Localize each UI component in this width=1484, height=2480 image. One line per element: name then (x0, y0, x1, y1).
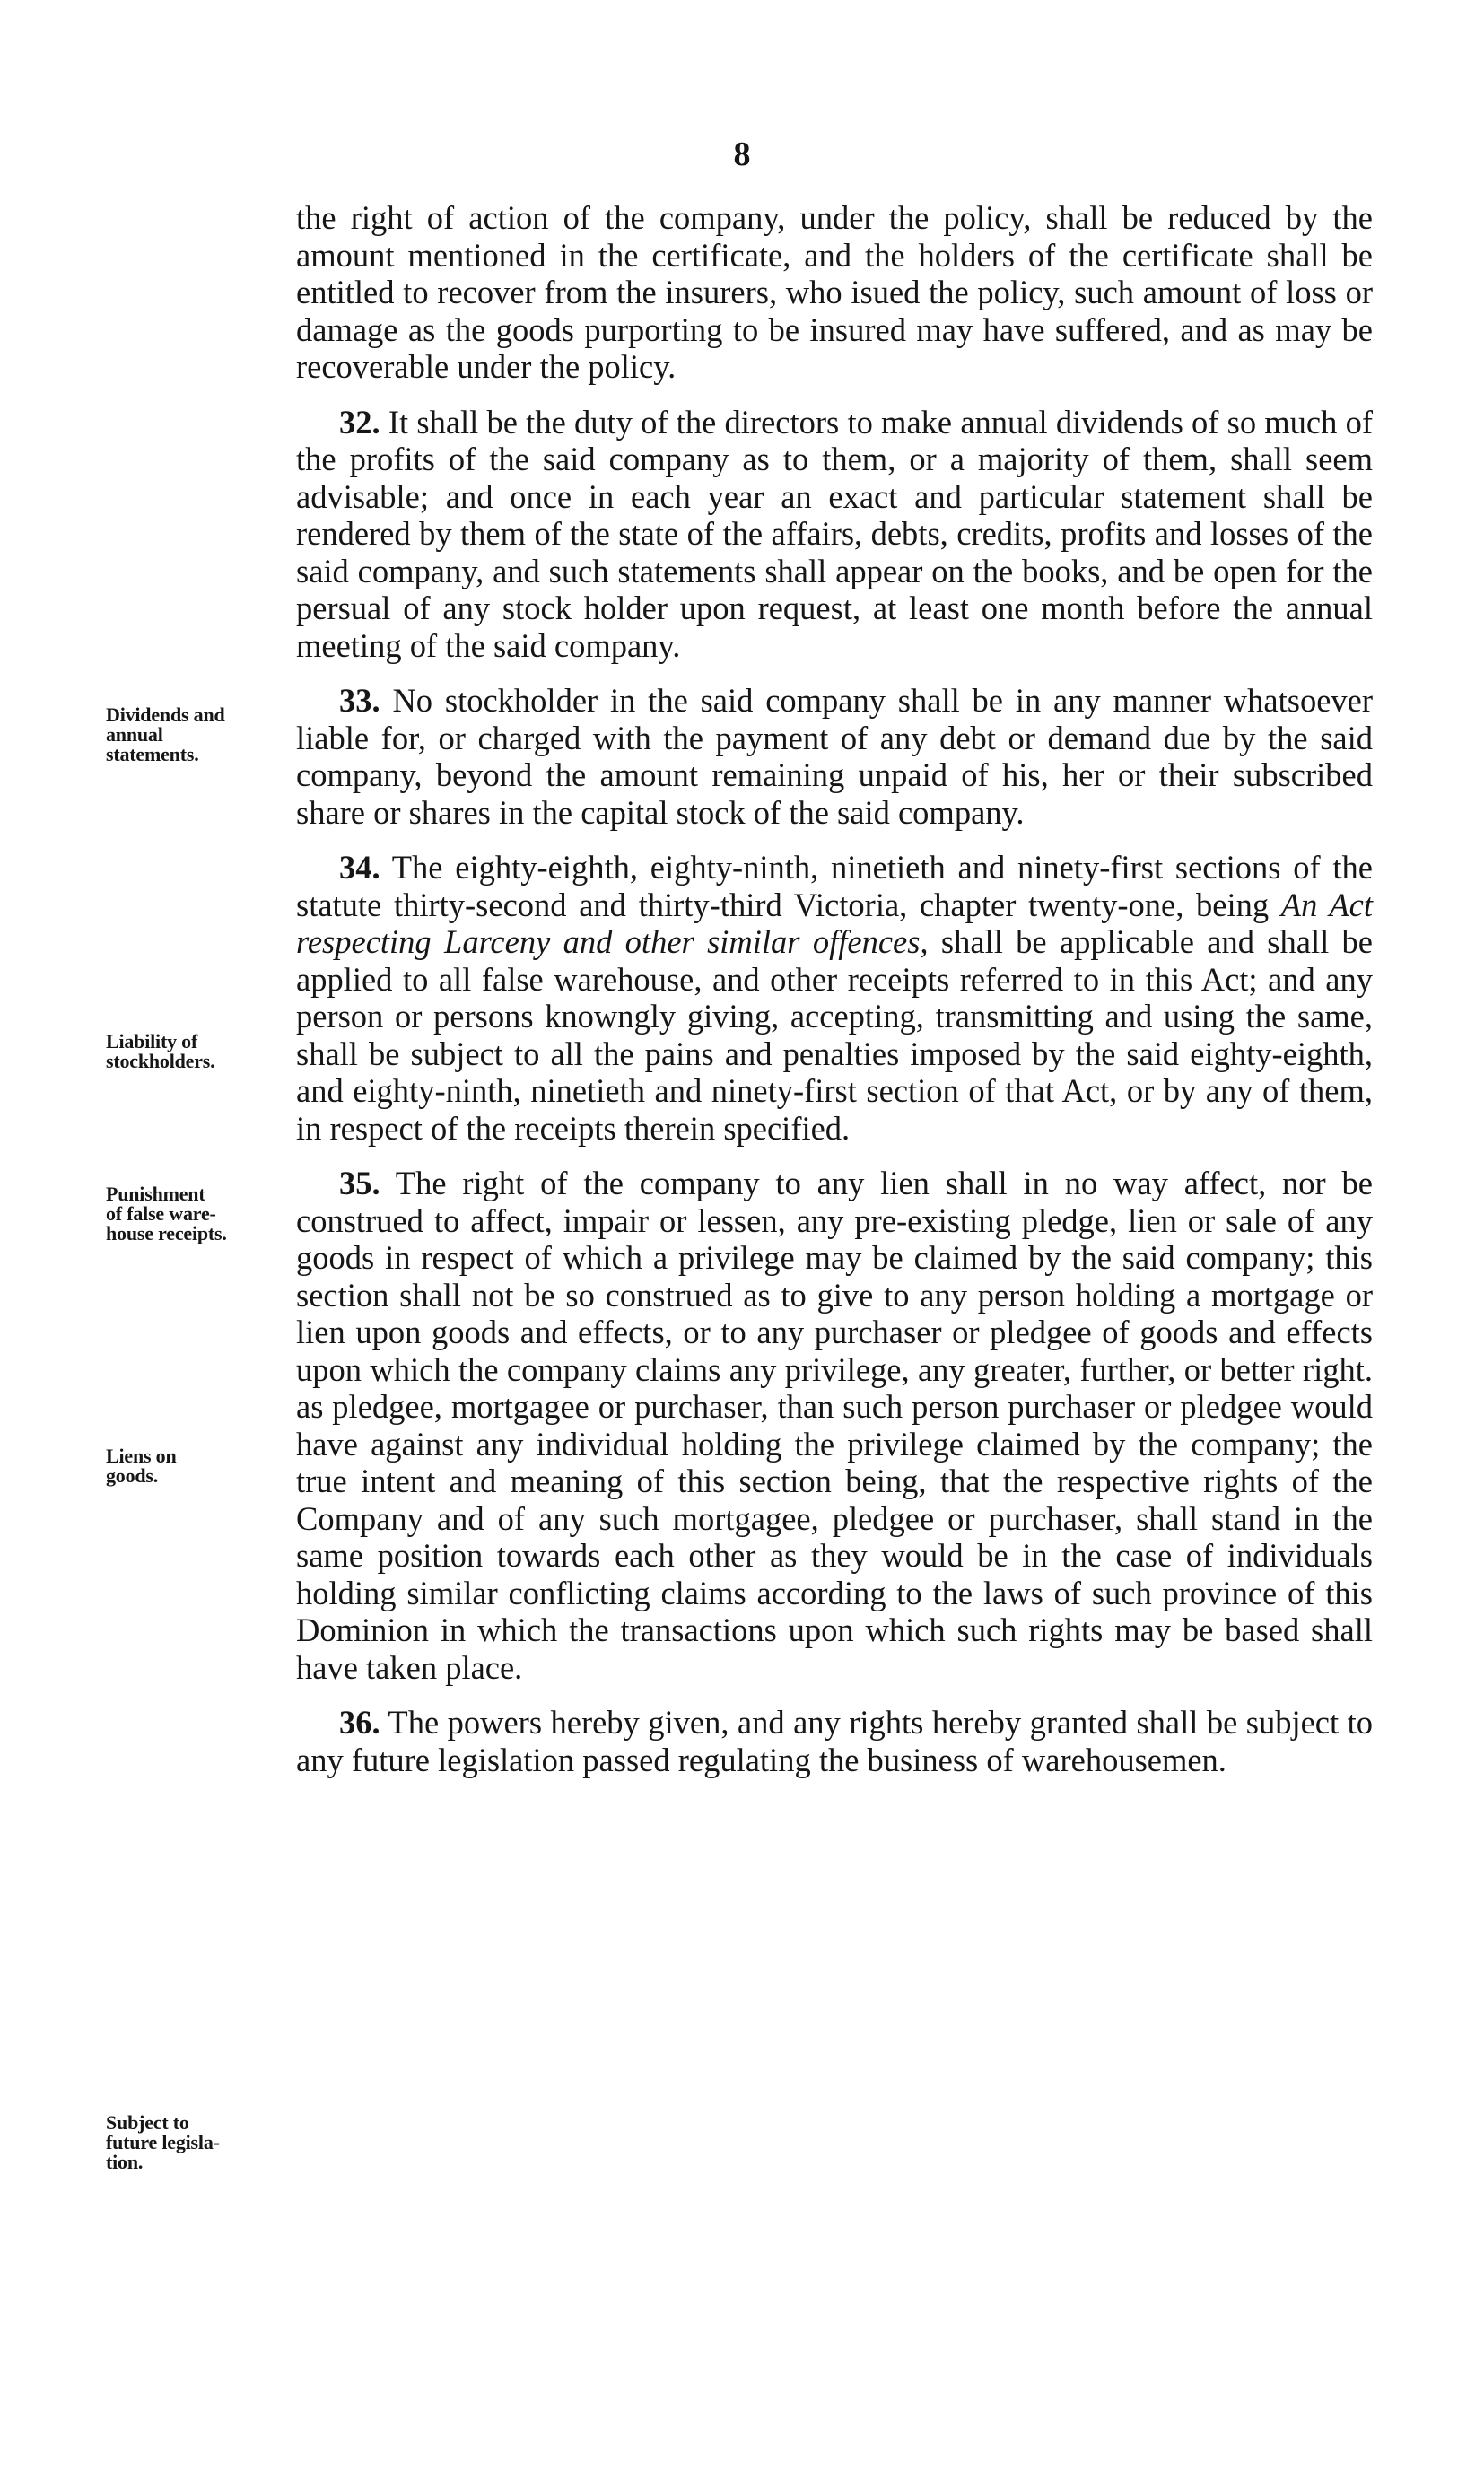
section-number: 35. (339, 1165, 380, 1201)
paragraph-continuation (296, 199, 1373, 386)
section-34 (296, 849, 1373, 1147)
margin-note-dividends (106, 705, 290, 764)
section-36 (296, 1704, 1373, 1778)
paragraph-text: the right of action of the company, under the policy, shall be reduced by the amount mentioned in the certificate, and the holders of the certificate shall be entitled to recover from the insurers, who isued the policy, such amount of loss or damage as the goods purporting to be insured may have suffered, and as may be recoverable under the policy. (296, 199, 1373, 385)
margin-note-punishment (106, 1184, 290, 1244)
section-35 (296, 1165, 1373, 1686)
section-33 (296, 682, 1373, 831)
margin-note-line: Subject to (106, 2111, 189, 2134)
margin-note-line: goods. (106, 1464, 159, 1487)
section-number: 34. (339, 849, 380, 886)
margin-note-line: tion. (106, 2151, 144, 2173)
margin-note-line: of false ware- (106, 1202, 216, 1225)
margin-note-line: Liens on (106, 1445, 177, 1467)
margin-note-line: house receipts. (106, 1222, 227, 1244)
section-text: The powers hereby given, and any rights hereby granted shall be subject to any future legislation passed regulating the business of warehousemen. (296, 1704, 1373, 1778)
section-number: 32. (339, 403, 380, 441)
section-number: 33. (339, 682, 380, 719)
margin-note-line: Dividends and (106, 703, 225, 726)
section-number: 36. (339, 1704, 380, 1741)
margin-note-liens (106, 1446, 290, 1486)
section-text: No stockholder in the said company shall be in any manner whatsoever liable for, or charged with the payment of any debt or demand due by the said company, beyond the amount remaining unpaid of his, her or their subscribed share or shares in the capital stock of the said company. (296, 682, 1374, 831)
margin-note-line: Liability of (106, 1030, 198, 1052)
margin-note-line: future legisla- (106, 2131, 220, 2153)
section-text: It shall be the duty of the directors to make annual dividends of so much of the profits of the said company as to them, or a majority of them, shall seem advisable; and once in each year an exact and particular statement shall be rendered by them of the state of the affairs, debts, credits, profits and losses of the said company, and such statements shall appear on the books, and be open for the persual of any stock holder upon request, at least one month before the annual meeting of the said company. (296, 403, 1373, 664)
section-text: The right of the company to any lien shall in no way affect, nor be construed to affect, impair or lessen, any pre-existing pledge, lien or sale of any goods in respect of which a privilege may be claimed by the said company; this section shall not be so construed as to give to any person holding a mortgage or lien upon goods and effects, or to any purchaser or pledgee of goods and effects upon which the company claims any privilege, any greater, further, or better right. as pledgee, mortgagee or purchaser, than such person purchaser or pledgee would have against any individual holding the privilege claimed by the company; the true intent and meaning of this section being, that the respective rights of the Company and of any such mortgagee, pledgee or purchaser, shall stand in the same position towards each other as they would be in the case of individuals holding similar conflicting claims according to the laws of such province of this Dominion in which the transactions upon which such rights may be based shall have taken place. (296, 1165, 1373, 1686)
section-32 (296, 404, 1373, 665)
main-text-column (296, 199, 1373, 1796)
margin-note-line: statements. (106, 743, 199, 765)
margin-note-subject (106, 2113, 290, 2172)
section-text: shall be applicable and shall be applied to all false warehouse, and other receipts referred to in this Act; and any person or persons knowngly giving, accepting, transmitting and using the same, shall be subject to all the pains and penalties imposed by the said eighty-eighth, and eighty-ninth, ninetieth and ninety-first section of that Act, or by any of them, in respect of the receipts therein specified. (296, 923, 1374, 1147)
margin-note-line: annual (106, 723, 163, 746)
act-title: An Act respecting Larceny and other similar offences, (296, 886, 1373, 960)
page-number: 8 (733, 135, 751, 173)
margin-note-line: Punishment (106, 1183, 205, 1205)
margin-note-line: stockholders. (106, 1050, 215, 1072)
section-text: The eighty-eighth, eighty-ninth, ninetieth and ninety-first sections of the statute thirty-second and thirty-third Victoria, chapter twenty-one, being (296, 849, 1374, 923)
margin-note-liability (106, 1032, 290, 1071)
